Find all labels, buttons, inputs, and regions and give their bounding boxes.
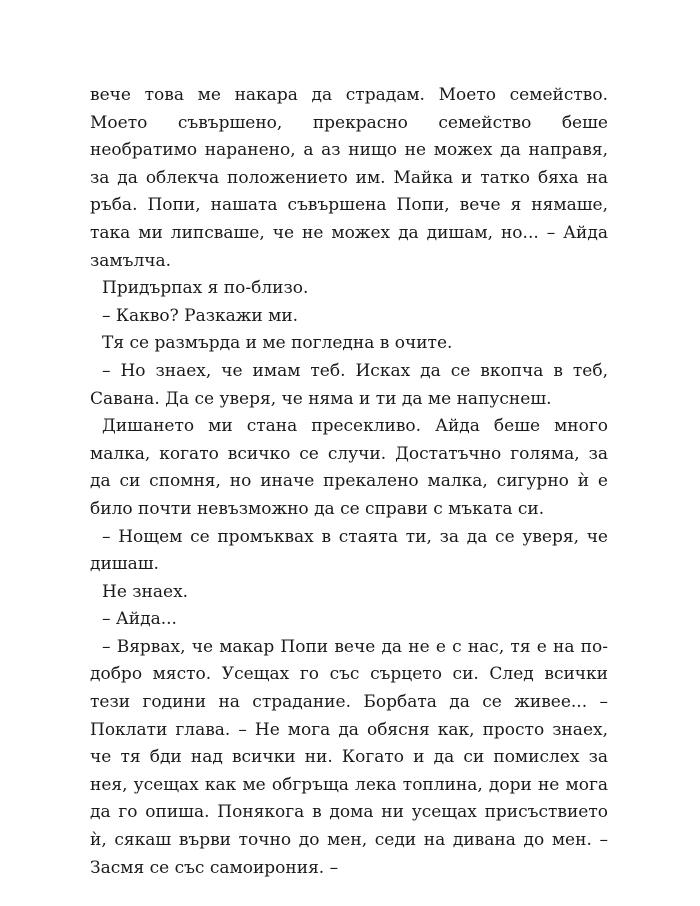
paragraph: Придърпах я по-близо. <box>102 278 309 299</box>
dialogue-line: – Но знаех, че имам теб. Исках да се вкопча в теб, Савана. Да се уверя, че няма и ти да ме напуснеш. <box>90 360 608 409</box>
paragraph: Тя се размърда и ме погледна в очите. <box>102 333 453 354</box>
paragraph: вече това ме накара да страдам. Моето семейство. Моето съвършено, прекрасно семейство беше необратимо наранено, а аз нищо не можех да направя, за да облекча положението им. Майка и татко бяха на ръба. Попи, нашата съвършена Попи, вече я нямаше, така ми липсваше, че не можех да дишам, но... – Айда замълча. <box>90 85 608 271</box>
dialogue-line: – Какво? Разкажи ми. <box>102 305 299 326</box>
paragraph: Не знаех. <box>102 581 189 602</box>
page-body-text <box>90 82 608 882</box>
dialogue-line: – Нощем се промъквах в стаята ти, за да се уверя, че дишаш. <box>90 526 608 575</box>
dialogue-line: – Айда... <box>102 609 177 630</box>
dialogue-line: – Вярвах, че макар Попи вече да не е с нас, тя е на по-добро място. Усещах го със сърцето си. След всички тези години на страдание. Борбата да се живее... – Поклати глава. – Не мога да обясня как, просто знаех, че тя бди над всички ни. Когато и да си помислех за нея, усещах как ме обгръща лека топлина, дори не мога да го опиша. Понякога в дома ни усещах присъствието ѝ, сякаш върви точно до мен, седи на дивана до мен. – Засмя се със самоирония. – <box>90 636 608 878</box>
paragraph: Дишането ми стана пресекливо. Айда беше много малка, когато всичко се случи. Достатъчно голяма, за да си спомня, но иначе прекалено малка, сигурно ѝ е било почти невъзможно да се справи с мъката си. <box>90 416 608 519</box>
